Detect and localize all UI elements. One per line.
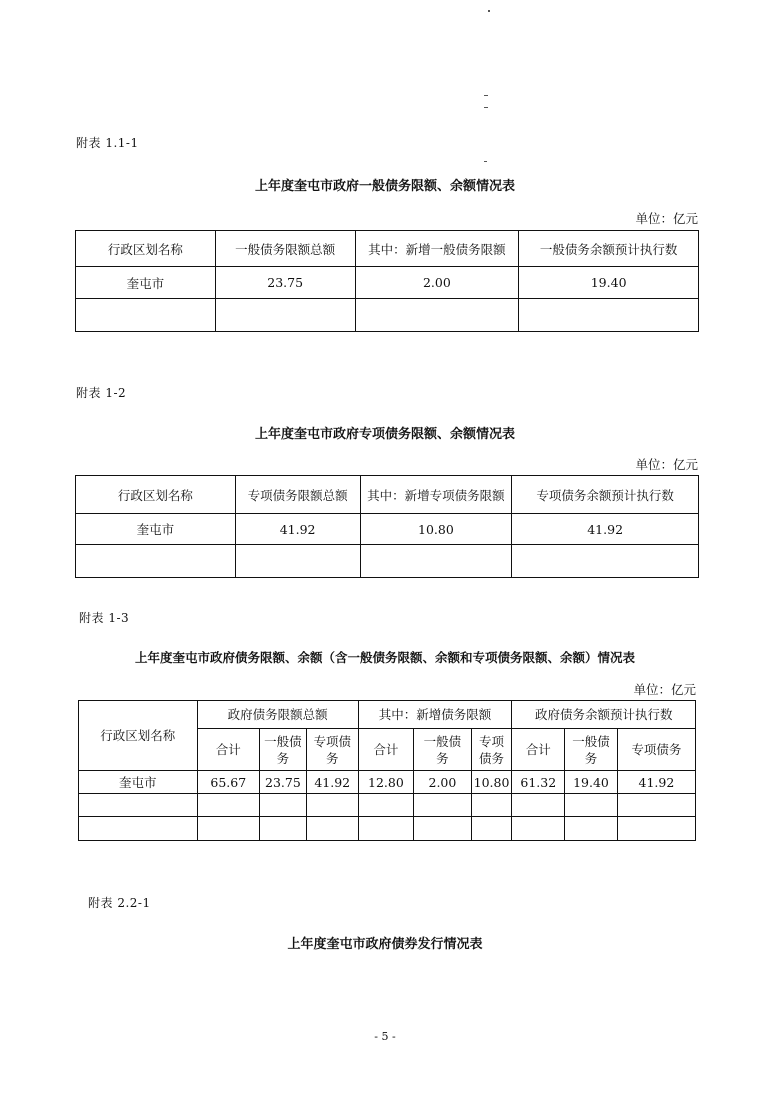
subheader-cell: 一般债务 (565, 729, 618, 771)
subheader-cell (414, 729, 471, 771)
empty-cell (355, 299, 519, 332)
value-cell: 2.00 (414, 771, 471, 794)
empty-cell (260, 817, 307, 841)
value-cell: 61.32 (512, 771, 565, 794)
empty-cell (197, 794, 259, 817)
value-cell: 10.80 (471, 771, 512, 794)
table1-unit: 单位：亿元 (635, 211, 698, 226)
empty-cell (471, 794, 512, 817)
scan-speck (484, 95, 488, 96)
empty-cell (215, 299, 355, 332)
header-cell: 行政区划名称 (76, 476, 236, 514)
header-cell: 一般债务余额预计执行数 (519, 231, 699, 267)
table2 (75, 475, 699, 578)
table-row-empty (79, 794, 696, 817)
value-cell: 41.92 (306, 771, 358, 794)
table-row (76, 267, 699, 299)
subheader-cell: 合计 (512, 729, 565, 771)
region-cell: 奎屯市 (76, 514, 236, 545)
value-cell: 23.75 (260, 771, 307, 794)
value-cell: 41.92 (512, 514, 699, 545)
value-cell: 41.92 (617, 771, 695, 794)
table1-title: 上年度奎屯市政府一般债务限额、余额情况表 (254, 179, 515, 194)
scan-speck (484, 161, 487, 162)
header-cell: 其中：新增一般债务限额 (355, 231, 519, 267)
table-header-row (76, 476, 699, 514)
subheader-line: 务 (276, 750, 290, 766)
table-row-empty (79, 817, 696, 841)
empty-cell (565, 817, 618, 841)
table1-label: 附表 1.1-1 (76, 136, 139, 150)
value-cell: 19.40 (519, 267, 699, 299)
table3-label: 附表 1-3 (79, 611, 130, 625)
header-cell: 其中：新增专项债务限额 (360, 476, 512, 514)
empty-cell (617, 794, 695, 817)
empty-cell (358, 817, 414, 841)
empty-cell (358, 794, 414, 817)
value-cell: 10.80 (360, 514, 512, 545)
table3-title: 上年度奎屯市政府债务限额、余额（含一般债务限额、余额和专项债务限额、余额）情况表 (134, 650, 635, 665)
table3 (78, 700, 696, 841)
empty-cell (512, 545, 699, 578)
empty-cell (414, 794, 471, 817)
subheader-line: 务 (325, 750, 339, 766)
scan-speck (484, 107, 488, 108)
subheader-line: 务 (436, 750, 449, 766)
empty-cell (79, 794, 198, 817)
subheader-cell: 合计 (197, 729, 259, 771)
empty-cell (79, 817, 198, 841)
scan-speck (488, 10, 490, 12)
header-cell: 行政区划名称 (79, 701, 198, 771)
header-group-cell: 其中：新增债务限额 (358, 701, 512, 729)
empty-cell (76, 299, 216, 332)
subheader-cell (260, 729, 307, 771)
empty-cell (306, 794, 358, 817)
value-cell: 2.00 (355, 267, 519, 299)
empty-cell (565, 794, 618, 817)
header-cell: 专项债务余额预计执行数 (512, 476, 699, 514)
table-row (79, 771, 696, 794)
subheader-line: 专项 (479, 733, 505, 749)
subheader-cell: 专项债务 (617, 729, 695, 771)
empty-cell (471, 817, 512, 841)
empty-cell (519, 299, 699, 332)
empty-cell (360, 545, 512, 578)
empty-cell (512, 794, 565, 817)
empty-cell (235, 545, 360, 578)
empty-cell (306, 817, 358, 841)
region-cell: 奎屯市 (79, 771, 198, 794)
subheader-cell: 合计 (358, 729, 414, 771)
table3-unit: 单位：亿元 (633, 682, 696, 697)
empty-cell (197, 817, 259, 841)
table2-title: 上年度奎屯市政府专项债务限额、余额情况表 (254, 427, 515, 442)
subheader-line: 一般债 (423, 733, 462, 749)
table-row-empty (76, 545, 699, 578)
subheader-cell (306, 729, 358, 771)
empty-cell (512, 817, 565, 841)
value-cell: 65.67 (197, 771, 259, 794)
table-header-row (76, 231, 699, 267)
page-number: - 5 - (374, 1030, 396, 1043)
header-cell: 行政区划名称 (76, 231, 216, 267)
header-cell: 专项债务限额总额 (235, 476, 360, 514)
table-row (76, 514, 699, 545)
subheader-line: 专项债 (313, 733, 351, 749)
table-row-empty (76, 299, 699, 332)
table2-label: 附表 1-2 (76, 386, 127, 400)
subheader-line: 债务 (479, 750, 505, 766)
value-cell: 23.75 (215, 267, 355, 299)
empty-cell (260, 794, 307, 817)
subheader-cell (471, 729, 512, 771)
header-group-cell: 政府债务余额预计执行数 (512, 701, 696, 729)
region-cell: 奎屯市 (76, 267, 216, 299)
empty-cell (617, 817, 695, 841)
header-group-cell: 政府债务限额总额 (197, 701, 358, 729)
table4-title: 上年度奎屯市政府债券发行情况表 (287, 937, 483, 952)
table4-label: 附表 2.2-1 (88, 896, 151, 910)
table-header-row (79, 701, 696, 729)
table1 (75, 230, 699, 332)
subheader-line: 一般债 (264, 733, 302, 749)
table2-unit: 单位：亿元 (635, 457, 698, 472)
header-cell: 一般债务限额总额 (215, 231, 355, 267)
empty-cell (414, 817, 471, 841)
value-cell: 41.92 (235, 514, 360, 545)
value-cell: 12.80 (358, 771, 414, 794)
value-cell: 19.40 (565, 771, 618, 794)
empty-cell (76, 545, 236, 578)
